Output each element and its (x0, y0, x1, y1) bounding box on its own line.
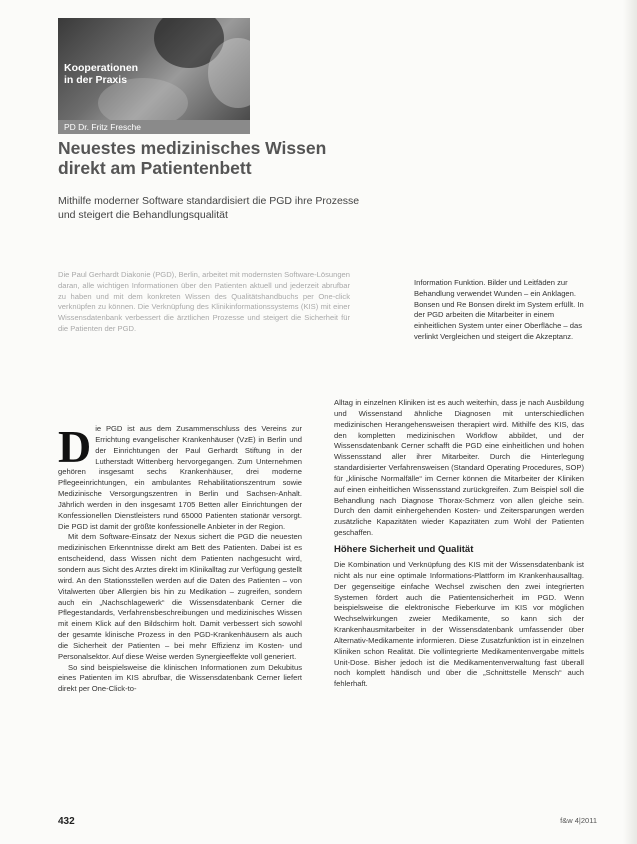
body-paragraph: Die Kombination und Verknüpfung des KIS mit der Wissensdatenbank ist nicht als nur eine optimale Informations-Plattform im Krankenhausalltag. Der gegenseitige einfache Wechsel zwischen den zwei integrierten Systemen fördert auch die Patientensicherheit im PGD. Wenn beispielsweise die elektronische Fieberkurve im KIS vor möglichen Wechselwirkungen zweier Medikamente, so kann sich der Krankenhausmitarbeiter in der Wissensdatenbank umfassender über Alternativ-Medikamente informieren. Diese Zusatzfunktion ist in einzelnen Kliniken schon Realität. Die vollintegrierte Medikamentenvergabe mittels Unit-Dose. Bisher jedoch ist die Medikamentenverwaltung fast überall noch komplett händisch und über die „Schnittstelle Mensch“ auch fehlerhaft. (334, 559, 584, 689)
subtitle-line: und steigert die Behandlungsqualität (58, 209, 228, 221)
drop-cap: D (58, 421, 92, 472)
article-title (58, 138, 458, 178)
section-heading: Höhere Sicherheit und Qualität (334, 543, 474, 555)
scan-edge (623, 0, 637, 844)
issue-label: f&w 4|2011 (560, 816, 597, 825)
title-line: Neuestes medizinisches Wissen (58, 138, 327, 158)
body-paragraph: Alltag in einzelnen Kliniken ist es auch weiterhin, dass je nach Ausbildung und Wissenstand ähnliche Diagnosen mit unterschiedlichen medizinischen Herangehensweisen therapiert wird. Mithilfe des KIS, das den kompletten medizinischen Workflow abbildet, und der Wissensdatenbank Cerner schafft die PGD eine einheitlichen und hohen Wissensstand aller ihrer Mitarbeiter. Durch die Hinterlegung standardisierter Verfahrensweisen (Standard Operating Procedures, SOP) für „klinische Normalfälle“ im Cerner können die Mitarbeiter der Kliniken auf einen einheitlichen Wissensstand zurückgreifen. Zum Beispiel soll die Behandlung nach Diagnose Thorax-Schmerz von allen gleiche sein. Durch den damit einhergehenden Kosten- und Zeitersparungen werden zusätzliche Kapazitäten wieder Kapazitäten zum Wohl der Patienten geschaffen. (334, 398, 584, 538)
author-bar: PD Dr. Fritz Fresche (58, 120, 250, 134)
title-line: direkt am Patientenbett (58, 158, 252, 178)
kicker-line: Kooperationen (64, 62, 139, 74)
body-paragraph: So sind beispielsweise die klinischen Informationen zum Dekubitus eines Patienten im KIS abrufbar, die Wissensdatenbank Cerner liefert direkt per One-Click-to- (58, 662, 302, 694)
kicker-line: in der Praxis (64, 74, 128, 86)
header-image (58, 18, 250, 120)
body-column-left (58, 421, 302, 695)
lead-paragraph: Die Paul Gerhardt Diakonie (PGD), Berlin, arbeitet mit modernsten Software-Lösungen daran, alle wichtigen Informationen über den Patienten aktuell und jederzeit abrufbar zu haben und mit dem konkreten Wissen des Qualitätshandbuchs per One-click verknüpfen zu können. Die Verknüpfung des Klinikinformationssystems (KIS) mit einer Wissensdatenbank verbessert die ärztlichen Prozesse und steigert die Sicherheit für die Patienten der PGD. (58, 270, 350, 333)
subtitle-line: Mithilfe moderner Software standardisiert die PGD ihre Prozesse (58, 195, 360, 207)
body-column-right (334, 398, 584, 690)
page-number: 432 (58, 816, 75, 827)
section-kicker (64, 62, 138, 86)
body-paragraph: Mit dem Software-Einsatz der Nexus sichert die PGD die neuesten medizinischen Erkenntnisse direkt am Bett des Patienten. Dabei ist es entscheidend, dass Wissen nicht dem Patienten nachgesucht wird, sondern aus Sicht des Arztes direkt im Klinikalltag zur Verfügung gestellt wird. An den Stationsstellen werden auf die Daten des Patienten – von Vitalwerten über Allergien bis hin zu Medikation – zugreifen, sondern auch ein „Nachschlagewerk“ die Wissensdatenbank Cerner die Pflegestandards, Verfahrensbeschreibungen und medizinisches Wissen mit einem Klick auf den Bildschirm holt. Damit verbessert sich sowohl der gesamte klinische Prozess in den PGD-Krankenhäusern als auch die Sicherheit der Patienten – bei mehr Effizienz im Kosten- und Personalsektor. Auf diese Weise werden Synergieeffekte voll generiert. (58, 532, 302, 661)
article-subtitle (58, 194, 458, 222)
body-paragraph: ie PGD ist aus dem Zusammenschluss des Vereins zur Errichtung evangelischer Krankenhäuser (VzE) in Berlin und der Einrichtungen der Paul Gerhardt Stiftung in der Lutherstadt Wittenberg hervorgegangen. Zum Unternehmen gehören insgesamt sechs Krankenhäuser, drei moderne Pflegeeinrichtungen, ein ambulantes Rehabilitationszentrum sowie Medizinische Versorgungszentren in Berlin und Sachsen-Anhalt. Jährlich werden in den insgesamt 1705 Betten aller Einrichtungen der Konfessionellen Dienstleisters rund 65000 Patienten stationär versorgt. Die PGD ist damit der größte konfessionelle Anbieter in der Region. (58, 424, 302, 531)
sidebar-text: Information Funktion. Bilder und Leitfäden zur Behandlung verwendet Wunden – ein Anklagen. Bonsen und Re Bonsen direkt im System erfüllt. In der PGD arbeiten die Mitarbeiter in einem einheitlichen System unter einer Oberfläche – das verlinkt Vergleichen und steigert die Akzeptanz. (414, 278, 584, 341)
